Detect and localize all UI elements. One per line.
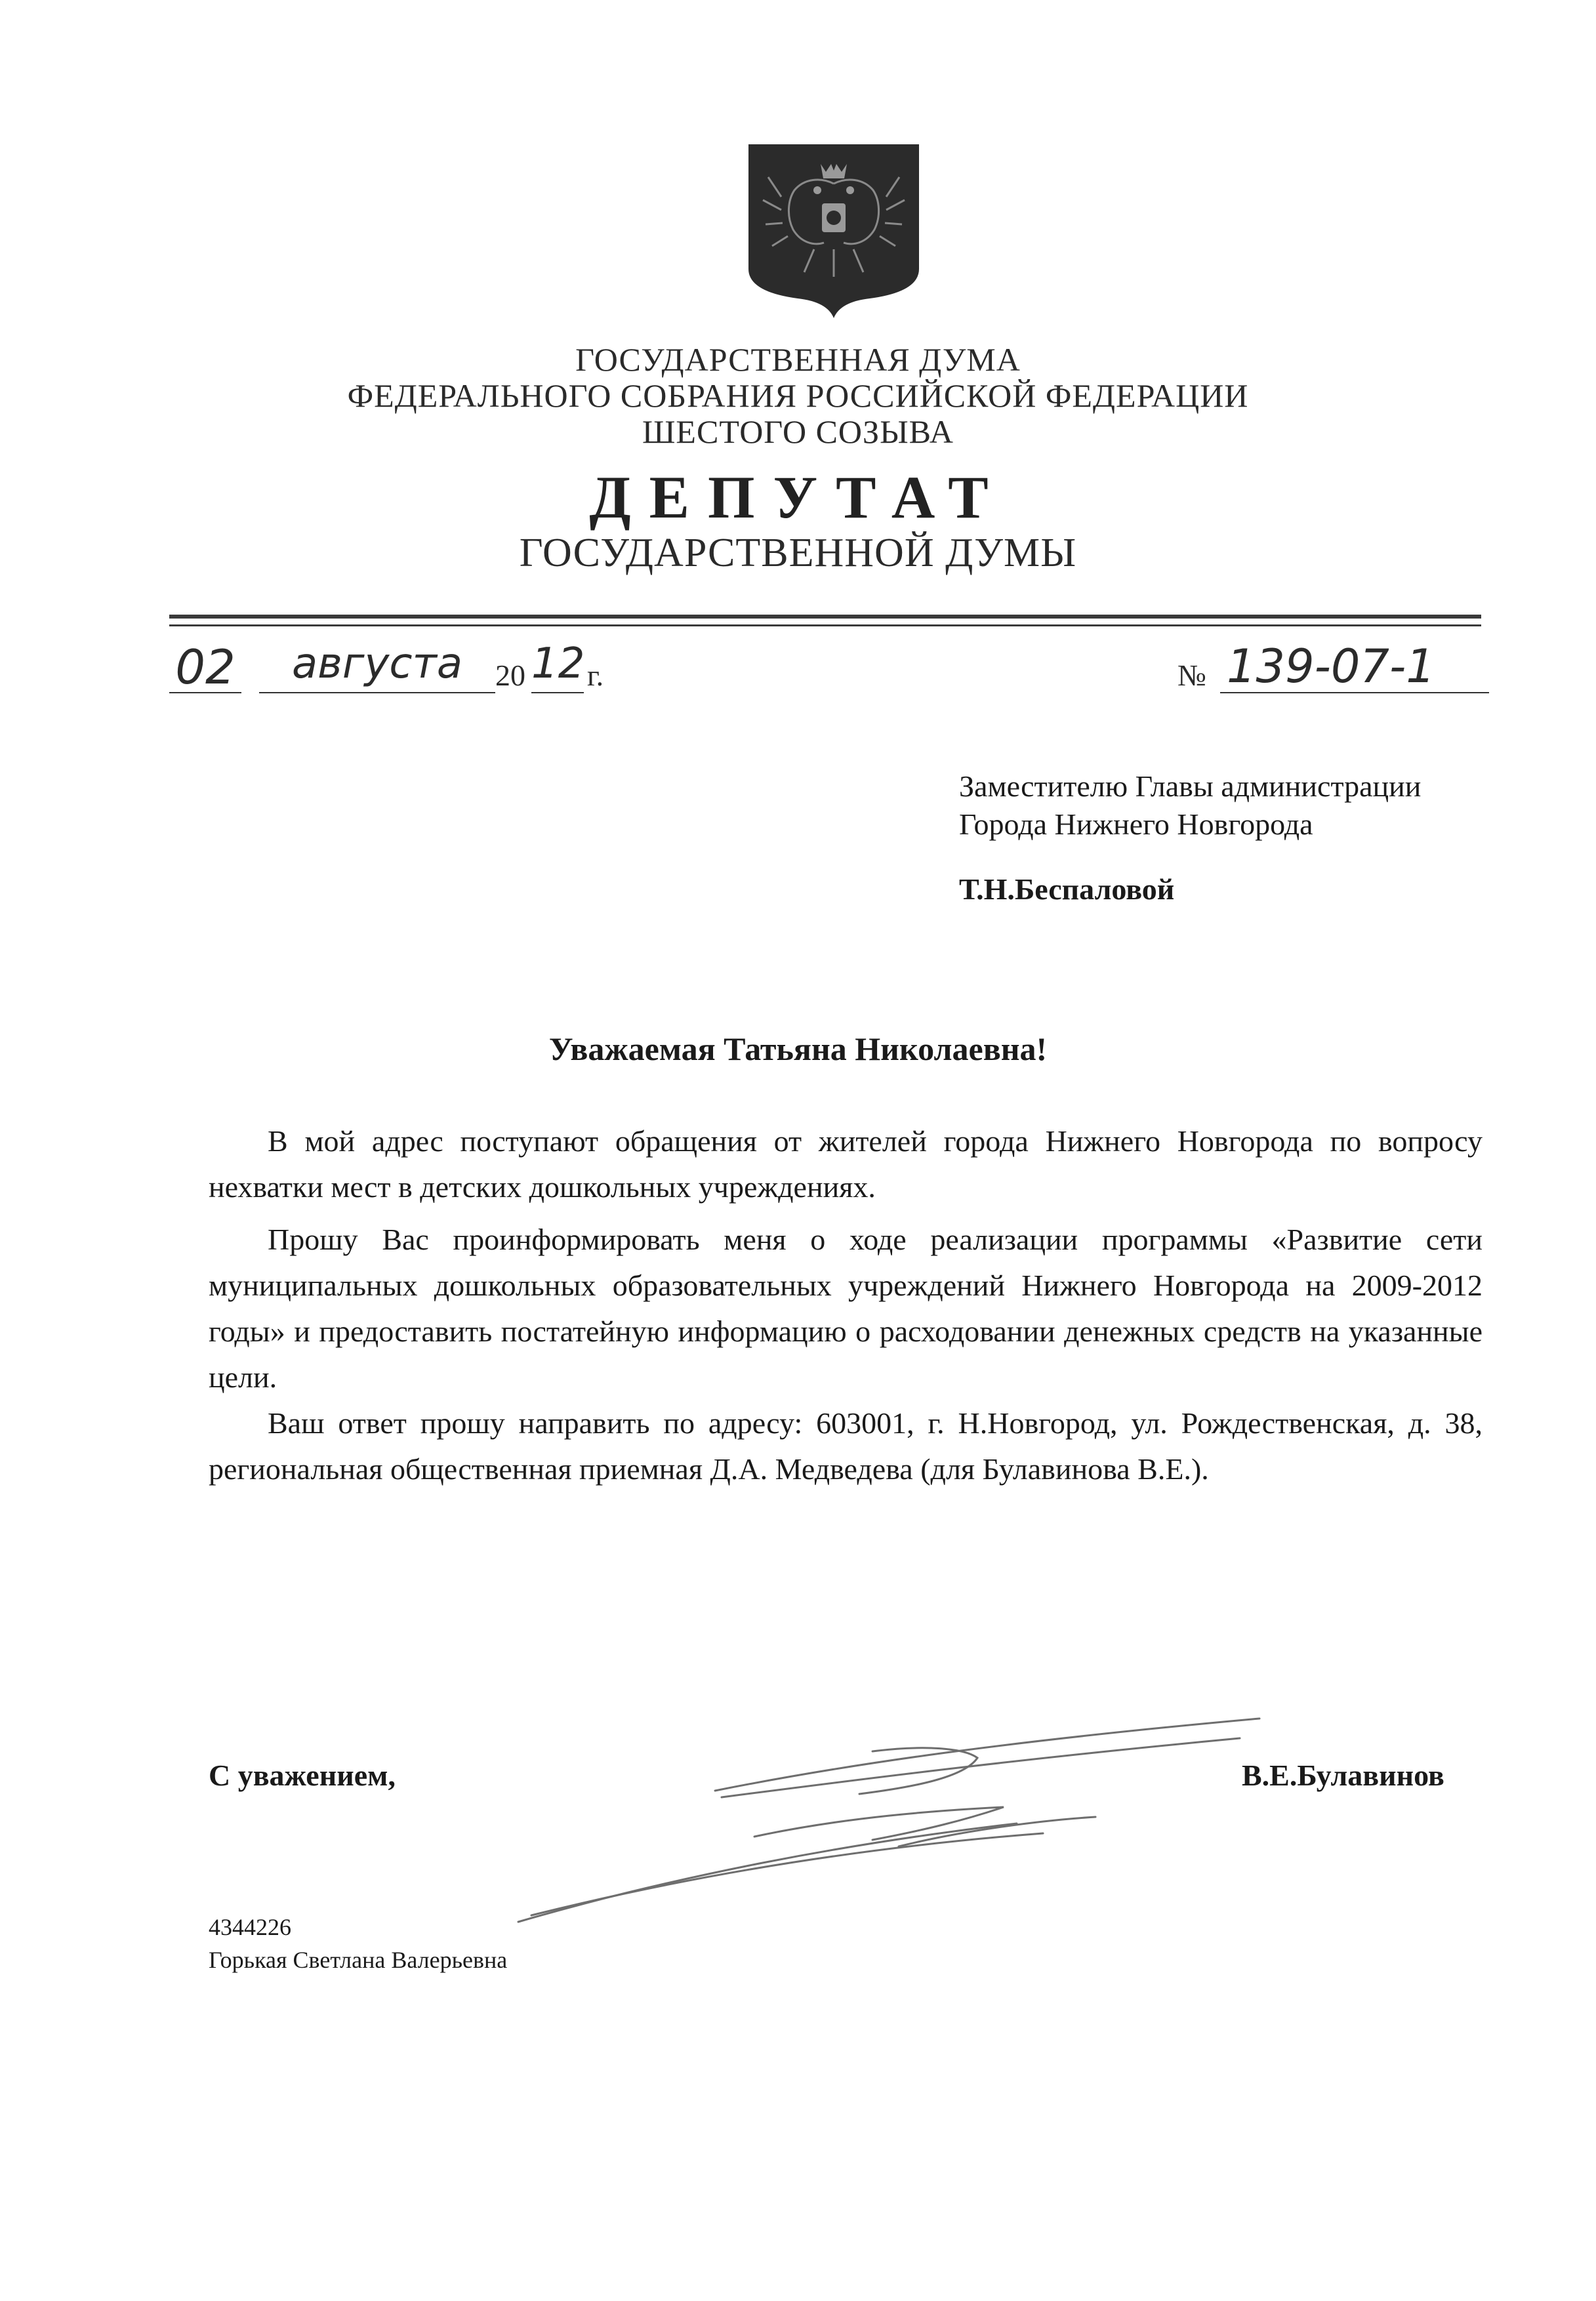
body-paragraph-1: В мой адрес поступают обращения от жителей города Нижнего Новгорода по вопросу нехватки мест в детских дошкольных учреждениях.: [209, 1124, 1483, 1204]
signer-name: В.Е.Булавинов: [1242, 1759, 1444, 1792]
date-year-suffix: г.: [587, 659, 604, 692]
executor-phone: 4344226: [209, 1914, 291, 1940]
header-line-duma: ГОСУДАРСТВЕННАЯ ДУМА: [575, 341, 1021, 378]
header-line-federal-assembly: ФЕДЕРАЛЬНОГО СОБРАНИЯ РОССИЙСКОЙ ФЕДЕРАЦИИ: [347, 377, 1249, 414]
addressee-name: Т.Н.Беспаловой: [959, 872, 1175, 906]
document-number-label: №: [1177, 659, 1206, 692]
date-month: августа: [259, 640, 495, 693]
letterhead-title: ДЕПУТАТ: [589, 464, 1007, 531]
salutation: Уважаемая Татьяна Николаевна!: [548, 1030, 1048, 1067]
handwritten-signature: [505, 1679, 1292, 1935]
header-rule-thick: [169, 615, 1481, 619]
date-year: 12: [531, 640, 584, 693]
executor-name: Горькая Светлана Валерьевна: [209, 1947, 508, 1973]
addressee-position: Заместителю Главы администрации: [959, 769, 1422, 803]
header-line-convocation: ШЕСТОГО СОЗЫВА: [642, 413, 954, 450]
document-number: 139-07-1: [1220, 640, 1489, 693]
date-year-prefix: 20: [495, 659, 525, 692]
body-paragraph-2: Прошу Вас проинформировать меня о ходе реализации программы «Развитие сети муниципальных дошкольных образовательных учреждений Нижнего Новгорода на 2009-2012 годы» и предоставить постатейную информацию о расходовании денежных средств на указанные цели.: [209, 1223, 1483, 1394]
body-paragraph-3: Ваш ответ прошу направить по адресу: 603001, г. Н.Новгород, ул. Рождественская, д. 38, региональная общественная приемная Д.А. Медведева (для Булавинова В.Е.).: [209, 1406, 1483, 1486]
header-rule-thin: [169, 624, 1481, 626]
russian-coat-of-arms-icon: [742, 138, 926, 321]
date-day: 02: [169, 640, 241, 693]
closing-regards: С уважением,: [209, 1759, 396, 1792]
letterhead-subtitle: ГОСУДАРСТВЕННОЙ ДУМЫ: [519, 531, 1077, 575]
addressee-organization: Города Нижнего Новгорода: [959, 807, 1313, 841]
